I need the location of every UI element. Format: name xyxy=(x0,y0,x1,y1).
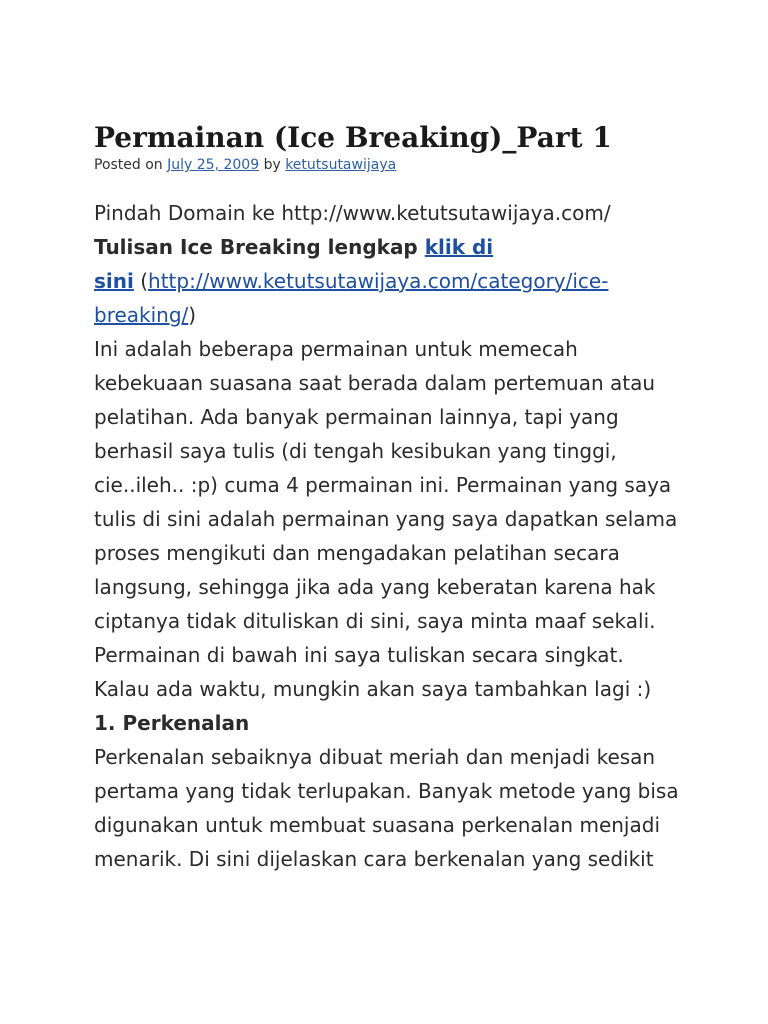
intro-paragraph: Ini adalah beberapa permainan untuk memecah kebekuaan suasana saat berada dalam pertemuan atau pelatihan. Ada banyak permainan lainnya, tapi yang berhasil saya tulis (di tengah kesibukan yang tinggi, cie..ileh.. :p) cuma 4 permainan ini. Permainan yang saya tulis di sini adalah permainan yang saya dapatkan selama proses mengikuti dan mengadakan pelatihan secara langsung, sehingga jika ada yang keberatan karena hak ciptanya tidak dituliskan di sini, saya minta maaf sekali. Permainan di bawah ini saya tuliskan secara singkat. Kalau ada waktu, mungkin akan saya tambahkan lagi :) xyxy=(94,337,678,701)
author-link[interactable]: ketutsutawijaya xyxy=(285,157,397,173)
section-paragraph-perkenalan: Perkenalan sebaiknya dibuat meriah dan menjadi kesan pertama yang tidak terlupakan. Banyak metode yang bisa digunakan untuk membuat suasana perkenalan menjadi menarik. Di sini dijelaskan cara berkenalan yang sedikit xyxy=(94,745,679,871)
paren-close: ) xyxy=(188,303,197,327)
post-date-link[interactable]: July 25, 2009 xyxy=(167,157,260,173)
klik-di-sini-line1: klik di xyxy=(424,235,494,259)
paren-open: ( xyxy=(133,269,149,293)
post-article xyxy=(94,118,684,876)
category-url-line2: breaking/ xyxy=(94,303,189,327)
klik-di-sini-line2: sini xyxy=(94,269,134,293)
cta-prefix: Tulisan Ice Breaking lengkap xyxy=(94,235,425,259)
by-label: by xyxy=(263,157,281,173)
post-meta xyxy=(94,156,684,174)
category-url-line1: http://www.ketutsutawijaya.com/category/ice- xyxy=(148,269,609,293)
post-content xyxy=(94,196,684,876)
ice-breaking-cta xyxy=(94,230,684,332)
category-url-link[interactable] xyxy=(94,269,608,327)
post-title: Permainan (Ice Breaking)_Part 1 xyxy=(94,121,612,154)
posted-on-label: Posted on xyxy=(94,157,163,173)
domain-notice: Pindah Domain ke http://www.ketutsutawijaya.com/ xyxy=(94,201,611,225)
section-heading-perkenalan: 1. Perkenalan xyxy=(94,711,250,735)
